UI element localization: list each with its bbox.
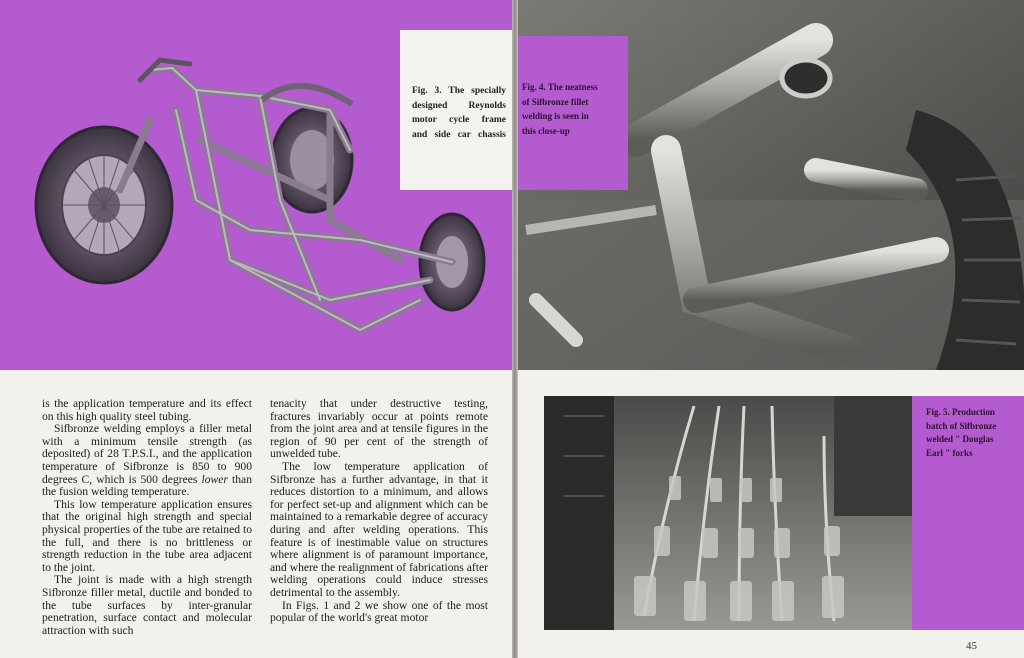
fig5-caption-line: welded " Douglas xyxy=(926,434,994,444)
fig3-caption-line: Fig. 3. The specially xyxy=(412,86,506,96)
fig5-caption-line: Earl " forks xyxy=(926,447,973,458)
paragraph: is the application temperature and its effect on this high quality steel tubing. xyxy=(42,397,252,423)
fig5-caption xyxy=(912,396,1024,630)
paragraph-text: Sifbronze welding employs a filler metal with a minimum tensile strength (as deposited) of 28 T.P.S.I., and the application temperature of Sifbronze is 850 to 900 degrees C, which is 500 degrees xyxy=(42,422,252,486)
fig4-caption-line: of Sifbronze fillet xyxy=(522,96,589,107)
paragraph: The joint is made with a high strength Sifbronze filler metal, ductile and bonded to the tube surfaces by inter-granular penetration, surface contact and molecular attraction with such xyxy=(42,573,252,637)
fig4-caption-line: welding is seen in xyxy=(522,111,589,121)
forks-production-batch-image xyxy=(544,396,912,630)
fig4-caption-line: this close-up xyxy=(522,125,570,136)
fig3-caption-line: motor cycle frame xyxy=(412,115,506,125)
body-text-column-1 xyxy=(42,398,252,637)
fig3-caption-line: and side car chassis xyxy=(412,129,506,140)
paragraph: This low temperature application ensures that the original high strength and special physical properties of the tube are retained to the full, and there is no brittleness or strength reduction in the tube area adjacent to the joint. xyxy=(42,497,252,574)
emphasis-text: lower xyxy=(201,472,228,486)
page-number: 45 xyxy=(966,640,977,652)
paragraph-text: than the fusion welding temperature. xyxy=(42,472,252,499)
fig5-caption-line: batch of Sifbronze xyxy=(926,420,997,431)
fig5-caption-line: Fig. 5. Production xyxy=(926,407,995,417)
paragraph xyxy=(42,423,252,499)
fig3-caption xyxy=(400,30,516,190)
paragraph: In Figs. 1 and 2 we show one of the most popular of the world's great motor xyxy=(270,598,488,625)
fig4-caption xyxy=(518,36,628,190)
paragraph: tenacity that under destructive testing, fractures invariably occur at points remote from the joint area and at tensile figures in the region of 90 per cent of the strength of unwelded tube. xyxy=(270,397,488,461)
body-text-column-2 xyxy=(270,398,488,625)
fig3-caption-line: designed Reynolds xyxy=(412,100,506,111)
fig5-photo xyxy=(544,396,912,630)
paragraph: The low temperature application of Sifbronze has a further advantage, in that it reduces distortion to a minimum, and allows for perfect set-up and alignment which can be maintained to a remarkable degree of accuracy during and after welding operations. This feature is of inestimable value on structures where alignment is of paramount importance, and where the realignment of fabrications after welding operations could induce stresses detrimental to the assembly. xyxy=(270,459,488,599)
page-gutter xyxy=(512,0,518,658)
fig4-caption-line: Fig. 4. The neatness xyxy=(522,82,598,92)
